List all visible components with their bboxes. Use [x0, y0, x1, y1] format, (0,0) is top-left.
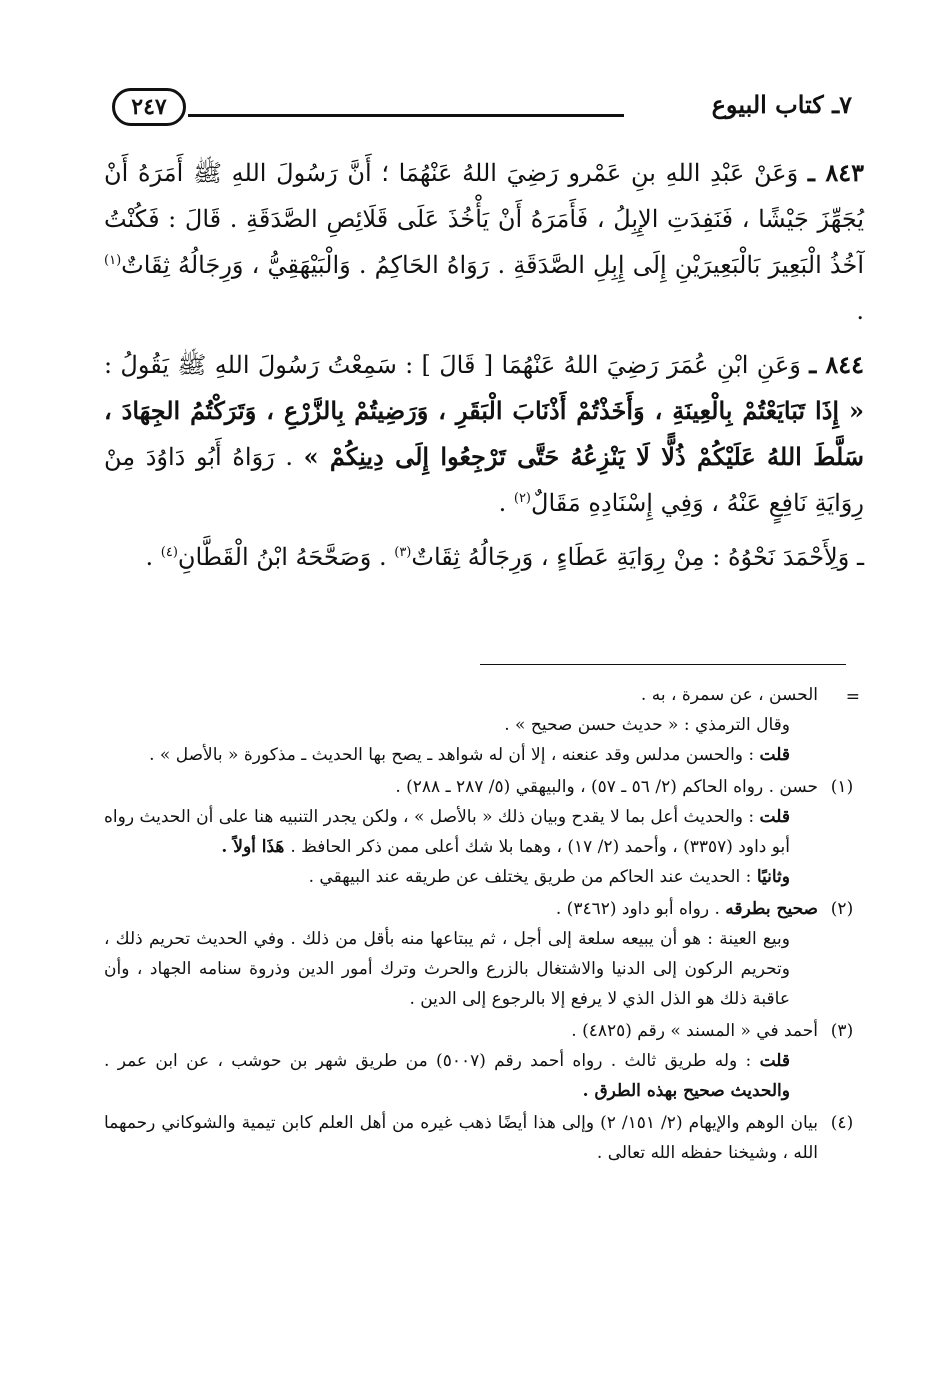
hadith-source: . رَوَاهُ أَبُو دَاوُدَ مِنْ رِوَايَةِ نَافِعٍ عَنْهُ ، وَفِي إِسْنَادِهِ مَقَالٌ	[104, 443, 864, 517]
continuation-mark: =	[845, 687, 860, 707]
note-emphasis: والحديث صحيح بهذه الطرق .	[582, 1081, 790, 1101]
note-line	[104, 740, 818, 770]
note-keyword: وثانيًا	[756, 867, 790, 887]
narration-text: ـ وَلِأَحْمَدَ نَحْوُهُ : مِنْ رِوَايَةِ عَطَاءٍ ، وَرِجَالُهُ ثِقَاتٌ	[411, 543, 864, 571]
note-line: وبيع العينة : هو أن يبيعه سلعة إلى أجل ، ثم يبتاعها منه بأقل من ذلك . وفي الحديث تحريم ذلك ، وتحريم الركون إلى الدنيا والاشتغال بالزرع والحرث وترك أمور الدين وذروة سنامه الجهاد ، وأن عاقبة ذلك هو الذل الذي لا يرفع إلا بالرجوع إلى الدين .	[104, 929, 790, 1009]
main-text	[104, 150, 864, 588]
hadith-text: وَعَنْ عَبْدِ اللهِ بنِ عَمْرو رَضِيَ اللهُ عَنْهُمَا ؛ أَنَّ رَسُولَ اللهِ ﷺ أَمَرَهُ أَنْ يُجَهِّزَ جَيْشًا ، فَنَفِدَتِ الإِبِلُ ، فَأَمَرَهُ أَنْ يَأْخُذَ عَلَى قَلَائِصِ الصَّدَقَةِ . قَالَ : فَكُنْتُ آخُذُ الْبَعِيرَ بَالْبَعِيرَيْنِ إِلَى إِبِلِ الصَّدَقَةِ . رَوَاهُ الحَاكِمُ . وَالْبَيْهَقِيُّ ، وَرِجَالُهُ ثِقَاتٌ	[104, 159, 864, 279]
note-line: أحمد في « المسند » رقم (٤٨٢٥) .	[571, 1021, 818, 1041]
note-keyword: صحيح بطرقه	[725, 899, 818, 919]
note-keyword: قلت	[759, 1051, 791, 1071]
footnote-4	[104, 1108, 864, 1168]
note-text: . رواه أبو داود (٣٤٦٢) .	[555, 899, 726, 919]
note-line	[104, 894, 818, 924]
footnotes	[104, 680, 864, 1170]
note-keyword: قلت	[759, 807, 790, 827]
chapter-title: ٧ـ كتاب البيوع	[711, 90, 852, 119]
note-text: : والحديث أعل بما لا يقدح وبيان ذلك « بالأصل » ، ولكن يجدر التنبيه هنا على أن الحديث رواه أبو داود (٣٣٥٧) ، وأحمد (٢/ ١٧) ، وهما بلا شك أعلى ممن ذكر الحافظ .	[104, 807, 790, 857]
footnote-1	[104, 772, 864, 892]
note-line: الحسن ، عن سمرة ، به .	[640, 685, 818, 705]
note-text: : وله طريق ثالث . رواه أحمد رقم (٥٠٠٧) من طريق شهر بن حوشب ، عن ابن عمر .	[104, 1051, 760, 1071]
note-line	[104, 1046, 818, 1106]
hadith-844	[104, 342, 864, 526]
note-text: : الحديث عند الحاكم من طريق يختلف عن طريقه عند البيهقي .	[308, 867, 757, 887]
hadith-quote: « إِذَا تَبَايَعْتُمْ بِالْعِينَةِ ، وَأَخَذْتُمْ أَذْنَابَ الْبَقَرِ ، وَرَضِيتُمْ بِالزَّرْعِ ، وَتَرَكْتُمُ الجِهَادَ ، سَلَّطَ اللهُ عَلَيْكُمْ ذُلًّا لَا يَنْزِعُهُ حَتَّى تَرْجِعُوا إِلَى دِينِكُمْ »	[104, 396, 865, 471]
hadith-843	[104, 150, 864, 334]
note-line: بيان الوهم والإيهام (٢/ ١٥١/ ٢) وإلى هذا أيضًا ذهب غيره من أهل العلم كابن تيمية والشوكاني رحمهما الله ، وشيخنا حفظه الله تعالى .	[104, 1113, 818, 1163]
footnote-mark: (٣)	[830, 1021, 854, 1041]
hadith-intro: وَعَنِ ابْنِ عُمَرَ رَضِيَ اللهُ عَنْهُمَا [ قَالَ ] : سَمِعْتُ رَسُولَ اللهِ ﷺ يَقُولُ :	[104, 351, 801, 379]
hadith-number: ٨٤٣ ـ	[807, 158, 864, 187]
footnote-continuation	[104, 680, 864, 770]
footnote-ref: (٣)	[394, 545, 412, 560]
note-line	[104, 802, 818, 862]
narration-end: .	[145, 543, 161, 571]
note-keyword: قلت	[759, 745, 790, 765]
footnote-mark: (١)	[830, 777, 854, 797]
ahmad-narration	[104, 534, 864, 580]
note-emphasis: هَذَا أولاً .	[221, 837, 291, 857]
footnote-2	[104, 894, 864, 1014]
note-line: حسن . رواه الحاكم (٢/ ٥٦ ـ ٥٧) ، والبيهقي (٥/ ٢٨٧ ـ ٢٨٨) .	[395, 777, 818, 797]
narration-text-2: . وَصَحَّحَهُ ابْنُ الْقَطَّانِ	[177, 543, 395, 571]
note-text: : والحسن مدلس وقد عنعنه ، إلا أن له شواهد ـ يصح بها الحديث ـ مذكورة « بالأصل » .	[149, 745, 760, 765]
hadith-end: .	[498, 489, 514, 517]
footnote-ref: (٤)	[160, 545, 178, 560]
hadith-number: ٨٤٤ ـ	[809, 350, 864, 379]
header-rule	[188, 114, 624, 117]
note-line: وقال الترمذي : « حديث حسن صحيح » .	[504, 715, 790, 735]
footnote-mark: (٤)	[830, 1113, 854, 1133]
footnote-mark: (٢)	[830, 899, 854, 919]
page-number: ٢٤٧	[112, 88, 186, 126]
footnote-ref: (١)	[104, 253, 122, 268]
page-header	[112, 88, 852, 132]
hadith-end: .	[856, 297, 864, 325]
note-line	[104, 862, 818, 892]
footnote-3	[104, 1016, 864, 1106]
footnote-ref: (٢)	[513, 491, 531, 506]
footnote-separator	[480, 664, 846, 665]
